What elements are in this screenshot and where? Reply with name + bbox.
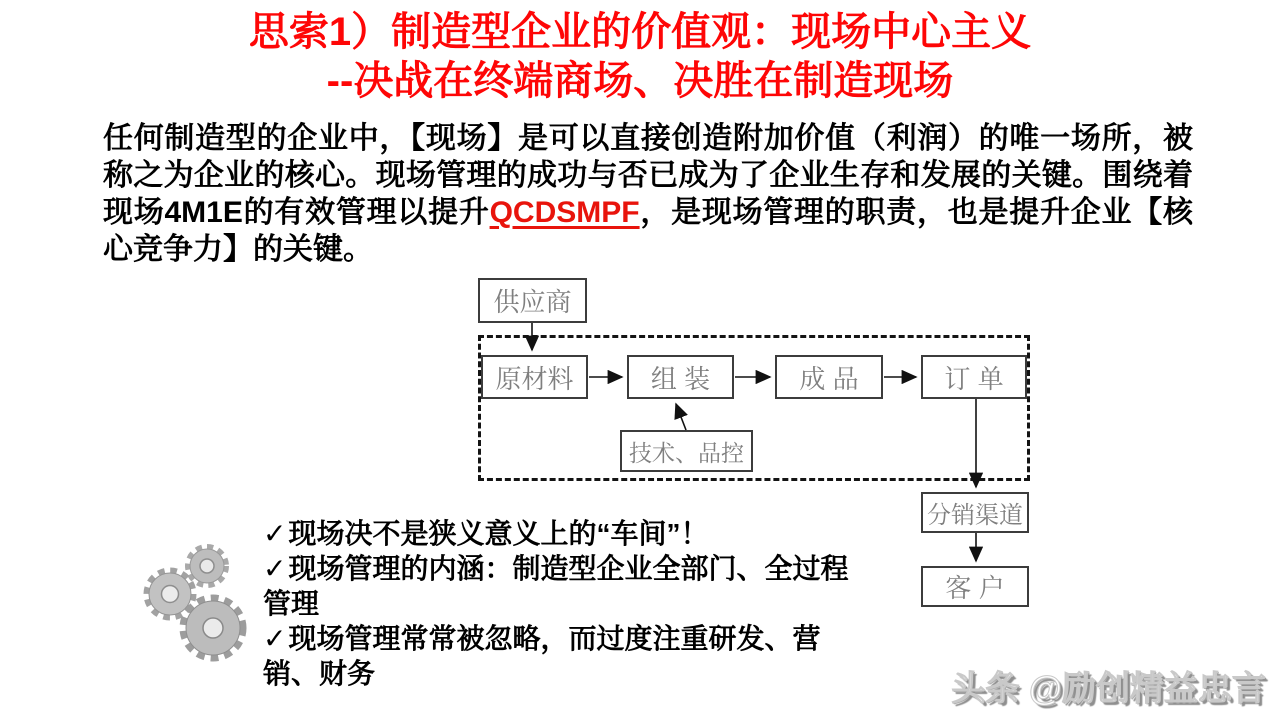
diagram-box-supplier [478, 278, 587, 323]
order-label: 订 单 [944, 363, 1004, 394]
watermark: 头条 @励创精益忠言 [951, 670, 1266, 708]
diagram-box-tech-qc [620, 430, 753, 472]
body-paragraph [103, 120, 1193, 268]
gear-top [190, 549, 224, 583]
customer-label: 客 户 [945, 573, 1005, 603]
diagram-box-assembly [627, 355, 734, 399]
paragraph-text-after: ，是现场管理的职责，也是提升企业【核心竞争力】的关键。 [103, 196, 1194, 266]
diagram-box-customer [921, 566, 1029, 607]
checklist-item [263, 516, 858, 551]
supplier-label: 供应商 [493, 287, 572, 317]
assembly-label: 组 装 [650, 363, 711, 394]
checklist-item-text: 现场管理常常被忽略，而过度注重研发、营销、财务 [263, 623, 821, 689]
slide-title [0, 8, 1280, 106]
checklist-item-text: 现场决不是狭义意义上的“车间”！ [288, 518, 709, 549]
diagram-box-distribution [921, 492, 1029, 533]
checklist-item [263, 551, 858, 621]
checklist [263, 516, 858, 691]
diagram-box-finished-goods [775, 355, 883, 399]
diagram-box-order [921, 355, 1027, 399]
diagram-box-raw-material [481, 355, 588, 399]
slide-title-line1: 思索1）制造型企业的价值观：现场中心主义 [248, 10, 1032, 54]
distribution-label: 分销渠道 [927, 502, 1023, 529]
paragraph-text-before: 任何制造型的企业中，【现场】是可以直接创造附加价值（利润）的唯一场所，被称之为企业的核心。现场管理的成功与否已成为了企业生存和发展的关键。围绕着现场4M1E的有效管理以提升 [103, 122, 1193, 229]
checklist-item [263, 621, 858, 691]
finished-goods-label: 成 品 [799, 363, 859, 394]
gear-left [149, 573, 191, 615]
slide-title-line2: --决战在终端商场、决胜在制造现场 [326, 59, 954, 103]
gear-bottom [186, 601, 240, 655]
check-icon: ✓ [263, 518, 287, 549]
check-icon: ✓ [263, 623, 287, 654]
gears-icon [133, 528, 273, 673]
tech-qc-label: 技术、品控 [629, 439, 744, 466]
checklist-item-text: 现场管理的内涵：制造型企业全部门、全过程管理 [263, 553, 849, 619]
check-icon: ✓ [263, 553, 287, 584]
raw-material-label: 原材料 [495, 363, 574, 394]
qcdsmpf-highlight: QCDSMPF [489, 196, 640, 229]
